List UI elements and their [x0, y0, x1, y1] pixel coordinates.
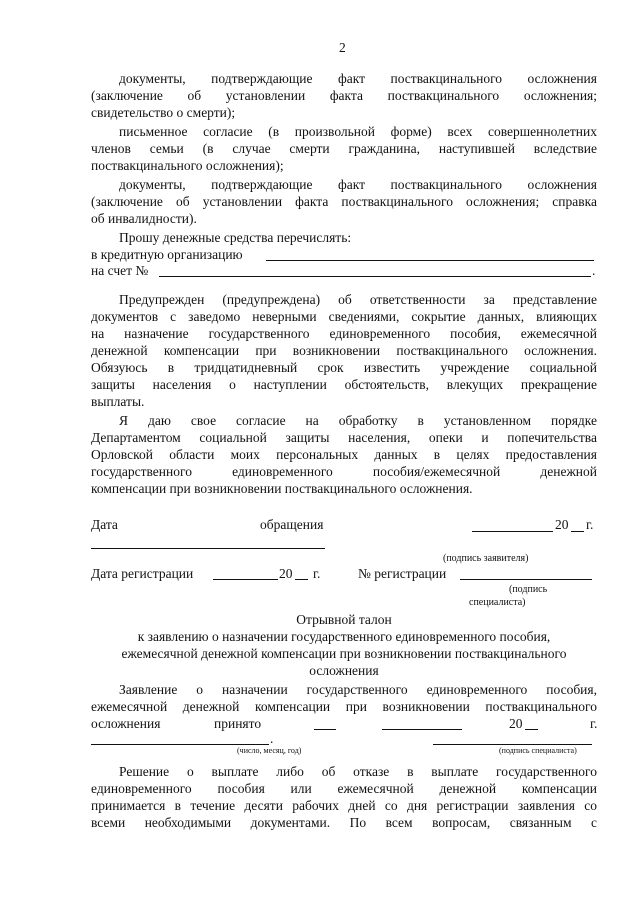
- warned-line-2: документов с заведомо неверными сведениями, сокрытие данных, влияющих: [91, 309, 597, 324]
- reg-year-prefix: 20: [279, 566, 293, 581]
- application-date-field[interactable]: [472, 531, 553, 532]
- decision-line-4: всеми необходимыми документами. По всем вопросам, связанным с: [91, 815, 597, 830]
- warned-line-4: денежной компенсации при возникновении поствакцинального осложнения.: [91, 343, 597, 358]
- reg-date-field[interactable]: [213, 579, 278, 580]
- tear-off-subtitle-3: осложнения: [309, 663, 379, 678]
- reg-number-label: № регистрации: [358, 566, 447, 581]
- credit-org-field[interactable]: [266, 260, 594, 261]
- reg-date-label: Дата регистрации: [91, 566, 194, 581]
- docs2-line-2: (заключение об установлении факта поствакцинального осложнения; справка: [91, 194, 597, 209]
- agree-line-1: Я даю свое согласие на обработку в установленном порядке: [119, 413, 597, 428]
- agree-line-4: государственного единовременного пособия/ежемесячной денежной: [91, 464, 597, 479]
- date-word: обращения: [260, 517, 324, 532]
- applicant-signature-note: (подпись заявителя): [443, 553, 529, 564]
- specialist-note-2: специалиста): [469, 597, 526, 608]
- tear-off-subtitle-1: к заявлению о назначении государственного единовременного пособия,: [137, 629, 551, 644]
- decision-line-1: Решение о выплате либо об отказе в выплате государственного: [119, 764, 597, 779]
- warned-line-3: на назначение государственного единовременного пособия, ежемесячной: [91, 326, 597, 341]
- accepted-line-2: ежемесячной денежной компенсации при возникновении поствакцинального: [91, 699, 597, 714]
- agree-line-5: компенсации при возникновении поствакцинального осложнения.: [91, 481, 473, 496]
- decision-line-2: единовременного пособия или ежемесячной денежной компенсации: [91, 781, 597, 796]
- accepted-year-field[interactable]: [525, 729, 538, 730]
- warned-line-1: Предупрежден (предупреждена) об ответственности за представление: [119, 292, 597, 307]
- accepted-month-field[interactable]: [382, 729, 462, 730]
- accepted-line-3a: осложнения: [91, 716, 161, 731]
- decision-line-3: принимается в течение десяти рабочих дней со дня регистрации заявления со: [91, 798, 597, 813]
- tear-off-subtitle-2: ежемесячной денежной компенсации при возникновении поствакцинального: [121, 646, 567, 661]
- specialist-signature-note: (подпись специалиста): [499, 746, 577, 755]
- warned-line-5: Обязуюсь в тридцатидневный срок известить учреждение социальной: [91, 360, 597, 375]
- accepted-date-line[interactable]: [91, 744, 269, 745]
- accepted-year-prefix: 20: [509, 716, 523, 731]
- account-period: .: [592, 263, 596, 278]
- agree-line-3: Орловской области моих персональных данных в целях предоставления: [91, 447, 597, 462]
- docs1-line-2: (заключение об установлении факта поствакцинального осложнения;: [91, 88, 597, 103]
- transfer-intro: Прошу денежные средства перечислять:: [119, 230, 352, 245]
- applicant-signature-field[interactable]: [91, 548, 325, 549]
- accepted-line-3b: принято: [214, 716, 262, 731]
- year-suffix: г.: [586, 517, 594, 532]
- account-label: на счет №: [91, 263, 149, 278]
- docs2-line-3: об инвалидности).: [91, 211, 197, 226]
- specialist-note-1: (подпись: [509, 584, 548, 595]
- tear-off-title: Отрывной талон: [296, 612, 392, 627]
- credit-org-label: в кредитную организацию: [91, 247, 243, 262]
- consent-line-1: письменное согласие (в произвольной форме) всех совершеннолетних: [119, 124, 597, 139]
- page-number: 2: [339, 40, 346, 55]
- reg-year-field[interactable]: [295, 579, 308, 580]
- accepted-line-1: Заявление о назначении государственного единовременного пособия,: [119, 682, 597, 697]
- consent-line-3: поствакцинального осложнения);: [91, 158, 284, 173]
- reg-year-suffix: г.: [313, 566, 321, 581]
- accepted-period: .: [270, 731, 274, 746]
- warned-line-7: выплаты.: [91, 394, 145, 409]
- docs2-line-1: документы, подтверждающие факт поствакцинального осложнения: [119, 177, 597, 192]
- consent-line-2: членов семьи (в случае смерти гражданина, наступившей вследствие: [91, 141, 597, 156]
- account-number-field[interactable]: [159, 276, 591, 277]
- accepted-day-field[interactable]: [314, 729, 336, 730]
- year-prefix: 20: [555, 517, 569, 532]
- date-note: (число, месяц, год): [237, 746, 302, 755]
- docs1-line-3: свидетельство о смерти);: [91, 105, 236, 120]
- warned-line-6: защиты населения о наступлении обстоятельств, влекущих прекращение: [91, 377, 597, 392]
- reg-number-field[interactable]: [460, 579, 592, 580]
- accepted-year-suffix: г.: [590, 716, 598, 731]
- docs1-line-1: документы, подтверждающие факт поствакцинального осложнения: [119, 71, 597, 86]
- date-label: Дата: [91, 517, 118, 532]
- application-year-field[interactable]: [571, 531, 584, 532]
- agree-line-2: Департаментом социальной защиты населения, опеки и попечительства: [91, 430, 597, 445]
- specialist-signature-field[interactable]: [433, 744, 592, 745]
